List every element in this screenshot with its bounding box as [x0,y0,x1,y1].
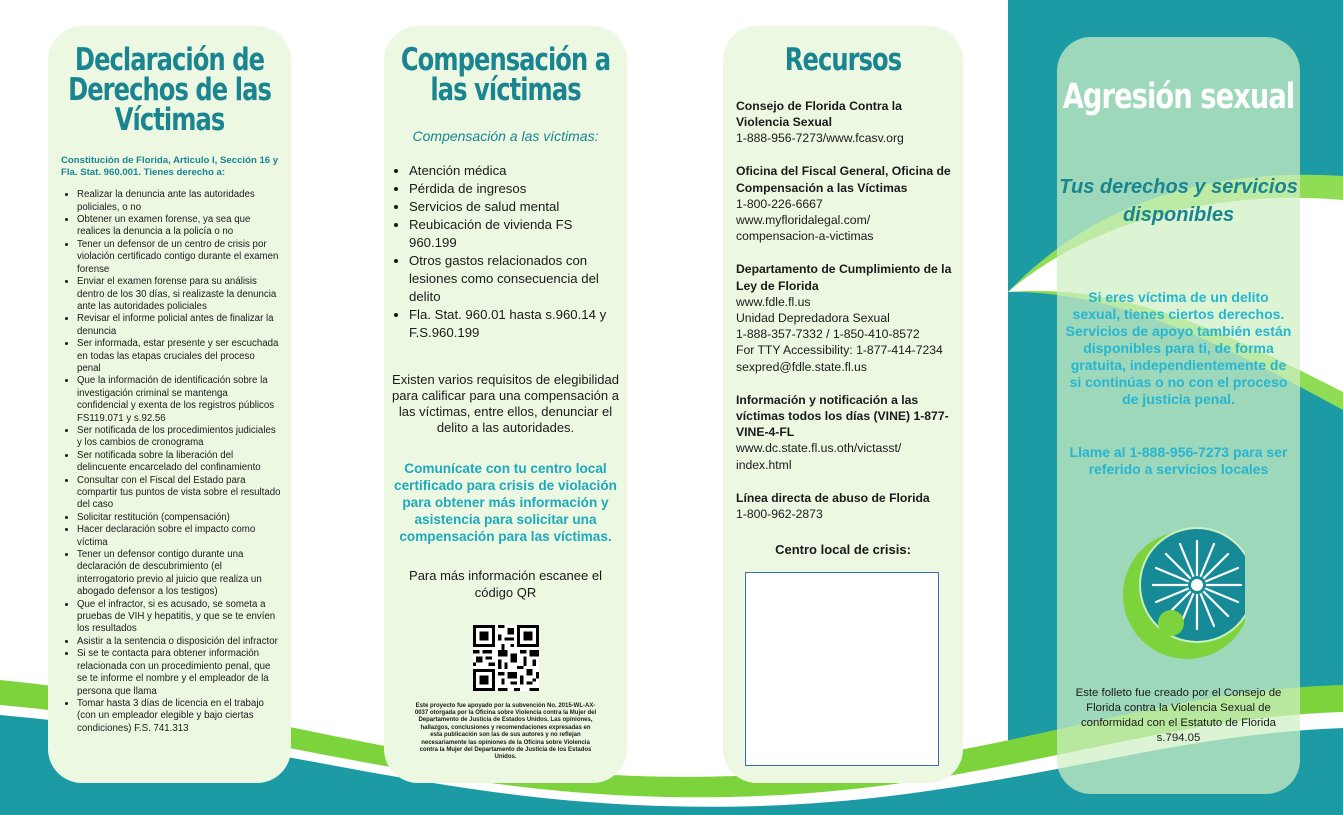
list-item: • Obtener un examen forense, ya sea que realices la denuncia a la policía o no [77,214,281,239]
fcasv-logo-icon [1121,527,1245,661]
victims-rights-intro: Constitución de Florida, Articulo I, Sección 16 y Fla. Stat. 960.001. Tienes derecho a: [61,155,279,179]
compensation-panel [384,26,627,783]
resource-line: index.html [736,457,792,472]
qr-code[interactable] [473,625,539,691]
resource-line: www.fdle.fl.us [736,294,811,309]
resource-line: sexpred@fdle.state.fl.us [736,359,867,374]
resource-name: Información y notificación a las víctimas todos los días (VINE) 1-877-VINE-4-FL [736,392,949,440]
list-item: • Fla. Stat. 960.01 hasta s.960.14 y F.S.960.199 [409,306,617,342]
list-item: • Atención médica [409,162,617,180]
compensation-subtitle: Compensación a las víctimas: [412,127,599,144]
list-item: • Tomar hasta 3 días de licencia en el trabajo (con un empleador elegible y bajo ciertas condiciones) F.S. 741.313 [77,698,281,735]
resource-line: www.myfloridalegal.com/ [736,212,871,227]
list-item: • Servicios de salud mental [409,198,617,216]
list-item: • Realizar la denuncia ante las autoridades policiales, o no [77,189,281,214]
list-item: • Otros gastos relacionados con lesiones como consecuencia del delito [409,252,617,306]
resource-vine [736,392,953,473]
list-item: • Solicitar restitución (compensación) [77,512,281,524]
crisis-center-box [745,572,939,766]
contact-crisis-center-text: Comunícate con tu centro local certificado para crisis de violación para obtener más información y asistencia para solicitar una compensación para las víctimas. [394,460,617,544]
resource-abuse-hotline [736,490,953,522]
list-item: • Reubicación de vivienda FS 960.199 [409,216,617,252]
list-item: • Hacer declaración sobre el impacto como víctima [77,524,281,549]
list-item: • Si se te contacta para obtener información relacionada con un procedimiento penal, que se te informe el nombre y el empleador de la persona que llama [77,648,281,698]
resource-line: 1-888-357-7332 / 1-850-410-8572 [736,327,920,342]
scan-qr-text: Para más información escanee el código QR [409,567,602,600]
eligibility-text: Existen varios requisitos de elegibilidad para calificar para una compensación a las víctimas, entre ellos, denunciar el delito a las autoridades. [392,371,619,435]
list-item: • Ser informada, estar presente y ser escuchada en todas las etapas cruciales del proceso penal [77,338,281,375]
victims-rights-list [48,189,291,735]
cover-title: Agresión sexual [1062,77,1295,117]
brochure-credit: Este folleto fue creado por el Consejo de Florida contra la Violencia Sexual de conformidad con el Estatuto de Florida s.794.05 [1075,687,1282,744]
list-item: • Que la información de identificación sobre la investigación criminal se mantenga confidencial y exenta de los registros públicos FS119.071 y s.92.56 [77,375,281,425]
list-item: • Tener un defensor contigo durante una declaración de descubrimiento (el interrogatorio previo al juicio que realiza un abogado defensor a los testigos) [77,549,281,599]
resource-line: compensacion-a-victimas [736,229,874,244]
resource-attorney-general [736,163,953,244]
cover-hotline-text: Llame al 1-888-956-7273 para ser referido a servicios locales [1069,443,1288,477]
resource-line: 1-800-962-2873 [736,507,823,522]
cover-subtitle: Tus derechos y servicios disponibles [1059,175,1298,226]
resources-title: Recursos [784,42,902,78]
compensation-list [384,162,627,342]
resource-fdle [736,261,953,374]
list-item: • Que el infractor, si es acusado, se someta a pruebas de VIH y hepatitis, y que se te envíen los resultados [77,599,281,636]
victims-rights-title: Declaración de Derechos de las Víctimas [68,42,271,138]
cover-rights-text: Si eres víctima de un delito sexual, tienes ciertos derechos. Servicios de apoyo también están disponibles para ti, de forma gratuita, independientemente de si continúas o no con el proceso de justicia penal. [1065,288,1292,407]
list-item: • Asistir a la sentencia o disposición del infractor [77,636,281,648]
resource-line: 1-888-956-7273/www.fcasv.org [736,131,904,146]
resource-line: www.dc.state.fl.us.oth/victasst/ [736,441,902,456]
list-item: • Ser notificada de los procedimientos judiciales y los cambios de cronograma [77,425,281,450]
resource-fcasv [736,98,953,147]
resource-line: For TTY Accessibility: 1-877-414-7234 [736,343,943,358]
victims-rights-panel [48,26,291,783]
crisis-center-label: Centro local de crisis: [775,542,911,558]
compensation-title: Compensación a las víctimas [400,42,611,108]
resource-name: Departamento de Cumplimiento de la Ley de Florida [736,262,952,293]
cover-panel [1057,37,1300,794]
resource-line: Unidad Depredadora Sexual [736,310,890,325]
list-item: • Enviar el examen forense para su análisis dentro de los 30 días, si realizaste la denuncia ante las autoridades policiales [77,276,281,313]
funding-disclaimer: Este proyecto fue apoyado por la subvención No. 2015-WL-AX-0037 otorgada por la Oficina sobre Violencia contra la Mujer del Departamento de Justicia de Estados Unidos. Las opiniones, hallazgos, conclusiones y recomendaciones expresadas en esta publicación son las de sus autores y no reflejan necesariamente las opiniones de la Oficina sobre Violencia contra la Mujer del Departamento de Justicia de los Estados Unidos. [414,702,597,761]
list-item: • Revisar el informe policial antes de finalizar la denuncia [77,313,281,338]
resource-name: Consejo de Florida Contra la Violencia Sexual [736,98,902,129]
resources-panel [723,26,963,783]
list-item: • Pérdida de ingresos [409,180,617,198]
resource-line: 1-800-226-6667 [736,196,823,211]
list-item: • Consultar con el Fiscal del Estado para compartir tus puntos de vista sobre el resultado del caso [77,475,281,512]
resource-name: Oficina del Fiscal General, Oficina de Compensación a las Víctimas [736,164,951,195]
resource-name: Línea directa de abuso de Florida [736,490,930,505]
list-item: • Ser notificada sobre la liberación del delincuente encarcelado del confinamiento [77,450,281,475]
list-item: • Tener un defensor de un centro de crisis por violación certificado contigo durante el examen forense [77,239,281,276]
